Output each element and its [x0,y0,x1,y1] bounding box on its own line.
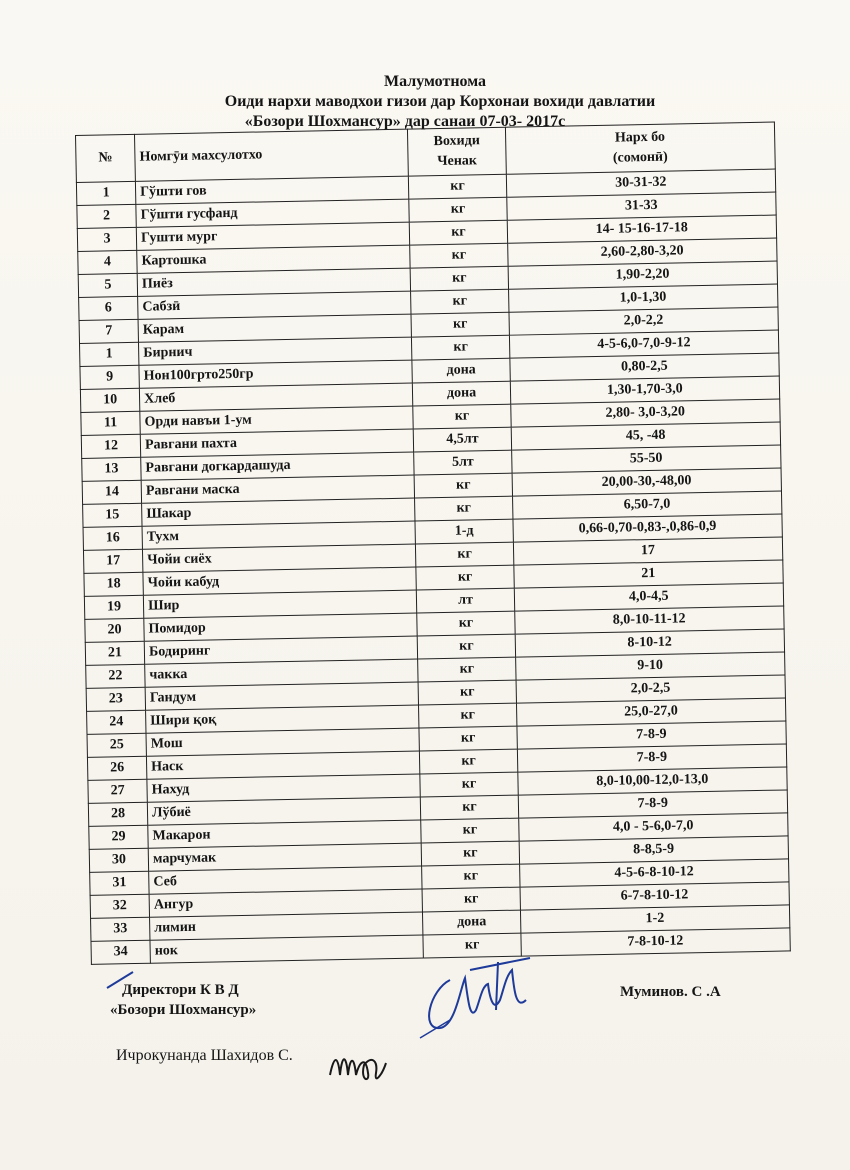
table-body [76,169,790,964]
name-cell: Гўшти гов [135,176,409,204]
unit-cell: кг [415,473,513,498]
name-cell: Нон100грто250гр [139,360,413,388]
unit-cell: лт [417,588,515,613]
name-cell: Мош [146,728,420,756]
price-cell: 2,0-2,2 [509,307,779,335]
unit-cell: кг [409,197,507,222]
price-cell: 14- 15-16-17-18 [507,215,777,243]
unit-cell: кг [418,634,516,659]
num-cell: 1 [80,342,140,366]
name-cell: Сабзӣ [138,291,412,319]
price-cell: 7-8-9 [517,744,787,772]
unit-cell: кг [419,703,517,728]
unit-cell: кг [410,243,508,268]
name-cell: Помидор [144,613,418,641]
unit-cell: кг [409,174,507,199]
price-cell: 30-31-32 [506,169,776,197]
document-title: Малумотнома [383,73,487,90]
name-cell: Шакар [142,498,416,526]
name-cell: марчумак [148,843,422,871]
name-cell: Шири қоқ [146,705,420,733]
unit-cell: кг [420,749,518,774]
num-cell: 25 [87,733,147,757]
price-cell: 8-10-12 [515,629,785,657]
name-cell: Пиёз [137,268,411,296]
num-cell: 20 [85,618,145,642]
num-cell: 31 [90,871,150,895]
price-cell: 4,0-4,5 [514,583,784,611]
price-cell: 55-50 [511,445,781,473]
price-cell: 4-5-6-8-10-12 [519,859,789,887]
num-cell: 12 [81,434,141,458]
num-cell: 1 [76,181,136,205]
name-cell: Равгани маска [141,475,415,503]
name-cell: Орди навъи 1-ум [140,406,414,434]
num-cell: 34 [91,940,151,964]
price-cell: 4,0 - 5-6,0-7,0 [518,813,788,841]
name-cell: Гандум [145,682,419,710]
name-cell: Себ [149,866,423,894]
num-cell: 22 [86,664,146,688]
price-cell: 31-33 [506,192,776,220]
name-cell: Карам [138,314,412,342]
num-cell: 33 [91,917,151,941]
num-cell: 14 [82,480,142,504]
price-cell: 1,0-1,30 [508,284,778,312]
header-unit-line2: Ченак [437,153,478,170]
unit-cell: кг [420,772,518,797]
price-cell: 21 [513,560,783,588]
price-table [75,122,791,965]
num-cell: 21 [85,641,145,665]
unit-cell: кг [415,496,513,521]
price-cell: 17 [513,537,783,565]
unit-cell: кг [418,657,516,682]
unit-cell: кг [416,542,514,567]
name-cell: Тухм [142,521,416,549]
unit-cell: кг [411,266,509,291]
price-cell: 1-2 [520,905,790,933]
num-cell: 30 [89,848,149,872]
unit-cell: кг [413,404,511,429]
header-price [505,122,775,174]
price-cell: 2,80- 3,0-3,20 [510,399,780,427]
num-cell: 26 [87,756,147,780]
unit-cell: 5лт [414,450,512,475]
num-cell: 5 [78,273,138,297]
num-cell: 3 [77,227,137,251]
name-cell: Наск [147,751,421,779]
director-name: Муминов. С .А [620,984,721,1000]
price-cell: 45, -48 [511,422,781,450]
name-cell: Картошка [137,245,411,273]
unit-cell: дона [412,358,510,383]
name-cell: Бодиринг [144,636,418,664]
name-cell: Ангур [149,889,423,917]
unit-cell: кг [411,312,509,337]
unit-cell: кг [421,795,519,820]
director-signature [410,950,540,1040]
unit-cell: 1-д [415,519,513,544]
price-cell: 0,80-2,5 [509,353,779,381]
num-cell: 2 [77,204,137,228]
price-cell: 7-8-9 [517,721,787,749]
unit-cell: 4,5лт [414,427,512,452]
name-cell: Хлеб [139,383,413,411]
unit-cell: кг [421,818,519,843]
num-cell: 23 [86,687,146,711]
name-cell: Шир [143,590,417,618]
name-cell: Макарон [148,820,422,848]
director-title: Директори К В Д [122,982,239,998]
price-cell: 7-8-10-12 [520,928,790,956]
num-cell: 9 [80,365,140,389]
price-cell: 9-10 [515,652,785,680]
unit-cell: кг [410,220,508,245]
price-cell: 25,0-27,0 [516,698,786,726]
header-price-line1: Нарх бо [614,129,666,146]
price-cell: 1,30-1,70-3,0 [510,376,780,404]
price-cell: 6,50-7,0 [512,491,782,519]
unit-cell: кг [419,726,517,751]
executor-signature [320,1035,400,1095]
num-cell: 10 [80,388,140,412]
num-cell: 24 [87,710,147,734]
num-cell: 4 [78,250,138,274]
unit-cell: дона [413,381,511,406]
name-cell: Бирнич [139,337,413,365]
name-cell: Чойи сиёх [143,544,417,572]
name-cell: Равгани пахта [140,429,414,457]
name-cell: Чойи кабуд [143,567,417,595]
check-mark-icon [105,970,135,990]
price-cell: 2,60-2,80-3,20 [507,238,777,266]
price-cell: 8,0-10-11-12 [514,606,784,634]
unit-cell: кг [411,289,509,314]
unit-cell: кг [423,887,521,912]
num-cell: 6 [79,296,139,320]
header-unit [408,127,506,176]
num-cell: 19 [84,595,144,619]
document-subtitle: Оиди нархи маводхои гизои дар Корхонаи вохиди давлатии [224,93,656,110]
num-cell: 11 [81,411,141,435]
unit-cell: кг [422,864,520,889]
name-cell: Равгани догкардашуда [141,452,415,480]
price-cell: 1,90-2,20 [508,261,778,289]
num-cell: 16 [83,526,143,550]
num-cell: 13 [82,457,142,481]
num-cell: 29 [89,825,149,849]
bazaar-name: «Бозори Шохмансур» [110,1002,257,1018]
name-cell: лимин [150,912,424,940]
header-name: Номгӯи махсулотхо [135,129,409,181]
name-cell: Нахуд [147,774,421,802]
num-cell: 28 [88,802,148,826]
price-cell: 7-8-9 [518,790,788,818]
price-cell: 6-7-8-10-12 [520,882,790,910]
num-cell: 18 [84,572,144,596]
name-cell: чакка [145,659,419,687]
header-num: № [76,134,136,182]
unit-cell: кг [416,565,514,590]
unit-cell: кг [423,933,521,958]
num-cell: 7 [79,319,139,343]
name-cell: Гўшти гусфанд [136,199,410,227]
unit-cell: кг [417,611,515,636]
num-cell: 27 [88,779,148,803]
num-cell: 15 [83,503,143,527]
price-cell: 2,0-2,5 [516,675,786,703]
executor-name: Ичрокунанда Шахидов С. [116,1047,293,1064]
num-cell: 17 [83,549,143,573]
unit-cell: кг [419,680,517,705]
price-cell: 8-8,5-9 [519,836,789,864]
document-date-line: «Бозори Шохмансур» дар санаи 07-03- 2017с [244,113,566,130]
name-cell: Гушти мург [136,222,410,250]
price-cell: 0,66-0,70-0,83-,0,86-0,9 [513,514,783,542]
unit-cell: кг [422,841,520,866]
name-cell: Лўбиё [147,797,421,825]
header-price-line2: (сомонӣ) [612,149,668,166]
name-cell: нок [150,935,424,963]
num-cell: 32 [90,894,150,918]
price-cell: 4-5-6,0-7,0-9-12 [509,330,779,358]
header-unit-line1: Вохиди [433,133,480,150]
price-cell: 8,0-10,00-12,0-13,0 [517,767,787,795]
unit-cell: кг [412,335,510,360]
price-cell: 20,00-30,-48,00 [512,468,782,496]
unit-cell: дона [423,910,521,935]
